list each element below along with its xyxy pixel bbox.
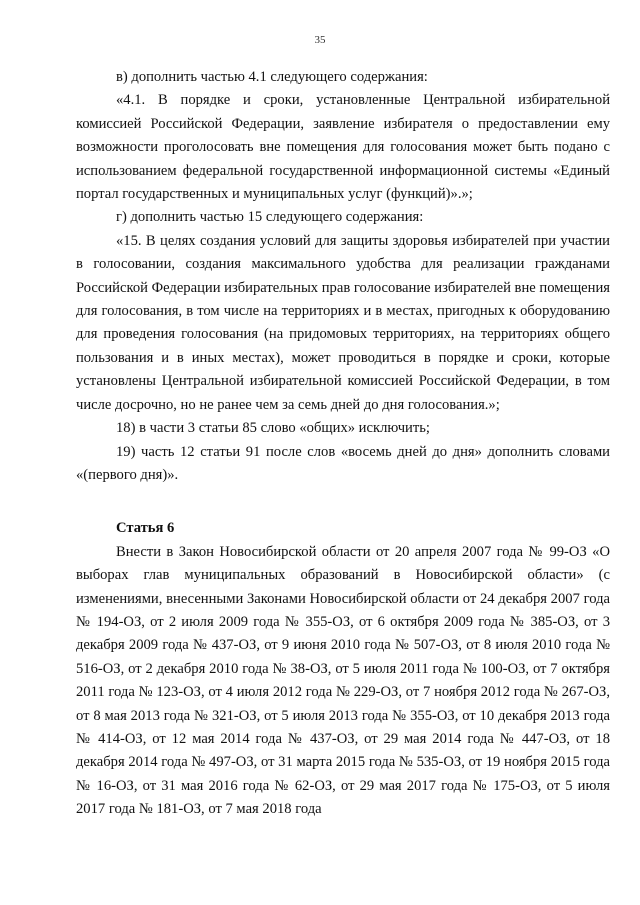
document-body [76,66,610,822]
paragraph-item-g: г) дополнить частью 15 следующего содержания: [116,209,424,226]
page-number: 35 [314,34,326,46]
paragraph-part-4-1: «4.1. В порядке и сроки, установленные Центральной избирательной комиссией Российской Федерации, заявление избирателя о предоставлении ему возможности проголосовать вне помещения для голосования может быть подано с использованием федеральной государственной информационной системы «Единый портал государственных и муниципальных услуг (функций)».»; [76,92,610,203]
paragraph-item-19: 19) часть 12 статьи 91 после слов «восемь дней до дня» дополнить словами «(первого дня)». [76,443,610,483]
paragraph-part-15: «15. В целях создания условий для защиты здоровья избирателей при участии в голосовании, создания максимального удобства для реализации гражданами Российской Федерации избирательных прав голосование избирателей вне помещения для голосования, в том числе на территориях и в местах, пригодных к оборудованию для проведения голосования (на придомовых территориях, на территориях общего пользования и в иных местах), может проводиться в порядке и сроки, которые установлены Центральной избирательной комиссией Российской Федерации, в том числе досрочно, но не ранее чем за семь дней до дня голосования.»; [76,232,610,413]
article-paragraph: Внести в Закон Новосибирской области от 20 апреля 2007 года № 99-ОЗ «О выборах глав муниципальных образований в Новосибирской области» (с изменениями, внесенными Законами Новосибирской области от 24 декабря 2007 года № 194-ОЗ, от 2 июля 2009 года № 355-ОЗ, от 6 октября 2009 года № 385-ОЗ, от 3 декабря 2009 года № 437-ОЗ, от 9 июня 2010 года № 507-ОЗ, от 8 июля 2010 года № 516-ОЗ, от 2 декабря 2010 года № 38-ОЗ, от 5 июля 2011 года № 100-ОЗ, от 7 октября 2011 года № 123-ОЗ, от 4 июля 2012 года № 229-ОЗ, от 7 ноября 2012 года № 267-ОЗ, от 8 мая 2013 года № 321-ОЗ, от 5 июля 2013 года № 355-ОЗ, от 10 декабря 2013 года № 414-ОЗ, от 12 мая 2014 года № 437-ОЗ, от 29 мая 2014 года № 447-ОЗ, от 18 декабря 2014 года № 497-ОЗ, от 31 марта 2015 года № 535-ОЗ, от 19 ноября 2015 года № 16-ОЗ, от 31 мая 2016 года № 62-ОЗ, от 29 мая 2017 года № 175-ОЗ, от 5 июля 2017 года № 181-ОЗ, от 7 мая 2018 года [76,543,610,818]
section-spacer [76,487,610,517]
paragraph-item-v: в) дополнить частью 4.1 следующего содержания: [116,69,428,85]
article-heading: Статья 6 [116,520,175,537]
paragraph-item-18: 18) в части 3 статьи 85 слово «общих» исключить; [116,420,430,437]
